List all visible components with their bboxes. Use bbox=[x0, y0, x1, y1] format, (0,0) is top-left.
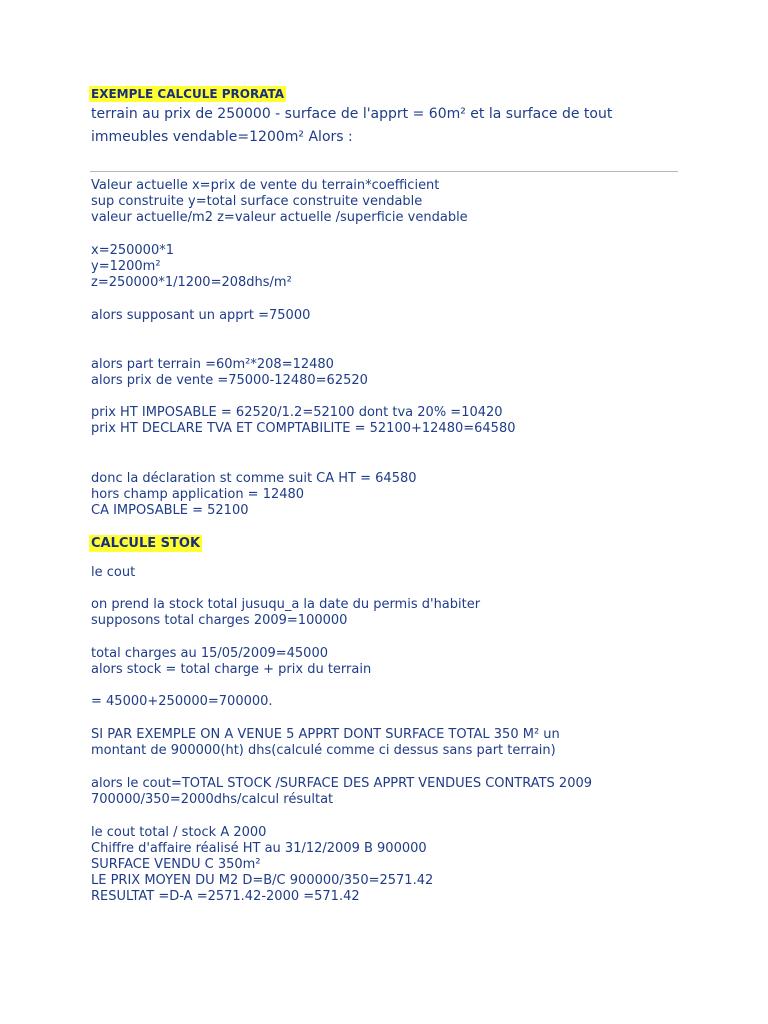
text-line: total charges au 15/05/2009=45000 bbox=[91, 646, 328, 661]
text-line: SI PAR EXEMPLE ON A VENUE 5 APPRT DONT SURFACE TOTAL 350 M² un bbox=[91, 727, 560, 742]
text-line: prix HT DECLARE TVA ET COMPTABILITE = 52100+12480=64580 bbox=[91, 421, 516, 436]
text-line: montant de 900000(ht) dhs(calculé comme ci dessus sans part terrain) bbox=[91, 743, 556, 758]
text-line: SURFACE VENDU C 350m² bbox=[91, 857, 261, 872]
text-line: le cout total / stock A 2000 bbox=[91, 825, 267, 840]
text-line: CA IMPOSABLE = 52100 bbox=[91, 503, 249, 518]
heading-prorata: EXEMPLE CALCULE PRORATA bbox=[91, 87, 285, 101]
text-line: RESULTAT =D-A =2571.42-2000 =571.42 bbox=[91, 889, 360, 904]
text-line: LE PRIX MOYEN DU M2 D=B/C 900000/350=2571.42 bbox=[91, 873, 434, 888]
intro-line: immeubles vendable=1200m² Alors : bbox=[91, 129, 353, 145]
text-line: alors stock = total charge + prix du terrain bbox=[91, 662, 372, 677]
text-line: Valeur actuelle x=prix de vente du terrain*coefficient bbox=[91, 178, 440, 193]
text-line: valeur actuelle/m2 z=valeur actuelle /superficie vendable bbox=[91, 210, 468, 225]
text-line: alors prix de vente =75000-12480=62520 bbox=[91, 373, 368, 388]
text-line: alors supposant un apprt =75000 bbox=[91, 308, 311, 323]
text-line: prix HT IMPOSABLE = 62520/1.2=52100 dont tva 20% =10420 bbox=[91, 405, 503, 420]
heading-stok: CALCULE STOK bbox=[91, 536, 201, 551]
text-line: = 45000+250000=700000. bbox=[91, 694, 273, 709]
text-line: Chiffre d'affaire réalisé HT au 31/12/2009 B 900000 bbox=[91, 841, 427, 856]
intro-paragraph bbox=[91, 103, 671, 149]
text-line: 700000/350=2000dhs/calcul résultat bbox=[91, 792, 334, 807]
intro-line: terrain au prix de 250000 - surface de l'apprt = 60m² et la surface de tout bbox=[91, 106, 613, 122]
text-line: y=1200m² bbox=[91, 259, 161, 274]
text-line: x=250000*1 bbox=[91, 243, 174, 258]
text-line: donc la déclaration st comme suit CA HT = 64580 bbox=[91, 471, 417, 486]
text-line: alors part terrain =60m²*208=12480 bbox=[91, 357, 334, 372]
text-line: hors champ application = 12480 bbox=[91, 487, 305, 502]
text-line: on prend la stock total jusuqu_a la date du permis d'habiter bbox=[91, 597, 481, 612]
horizontal-divider bbox=[90, 171, 678, 172]
text-line: sup construite y=total surface construite vendable bbox=[91, 194, 423, 209]
text-line: supposons total charges 2009=100000 bbox=[91, 613, 348, 628]
text-line: le cout bbox=[91, 565, 136, 580]
text-line: z=250000*1/1200=208dhs/m² bbox=[91, 275, 292, 290]
text-line: alors le cout=TOTAL STOCK /SURFACE DES APPRT VENDUES CONTRATS 2009 bbox=[91, 776, 593, 791]
